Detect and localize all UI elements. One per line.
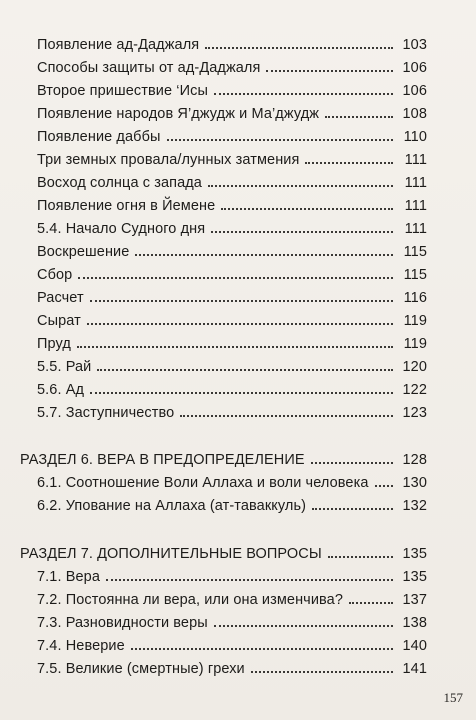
toc-entry [37, 377, 427, 399]
toc-entry-title: 5.4. Начало Судного дня [37, 221, 206, 237]
dot-leader [78, 277, 393, 279]
toc-entry [37, 610, 427, 632]
toc-entry-title: Сбор [37, 267, 73, 283]
toc-entry [37, 147, 427, 169]
toc-entry [37, 633, 427, 655]
toc-entry-page: 111 [404, 152, 427, 168]
toc-entry-page: 123 [402, 405, 427, 421]
toc-entry-title: Сырат [37, 313, 81, 329]
toc-entry-title: 6.1. Соотношение Воли Аллаха и воли человека [37, 475, 369, 491]
toc-entry [37, 78, 427, 100]
toc-entry-title: РАЗДЕЛ 7. ДОПОЛНИТЕЛЬНЫЕ ВОПРОСЫ [20, 546, 322, 562]
toc-entry [37, 124, 427, 146]
toc-entry-page: 106 [402, 83, 427, 99]
toc-entry-title: Появление народов Я’джудж и Ма’джудж [37, 106, 320, 122]
dot-leader [266, 70, 393, 72]
dot-leader [328, 556, 393, 558]
toc-entry-title: 5.7. Заступничество [37, 405, 175, 421]
toc-entry-page: 119 [403, 336, 427, 352]
dot-leader [375, 485, 393, 487]
toc-entry [37, 470, 427, 492]
toc-entry-page: 120 [402, 359, 427, 375]
dot-leader [180, 415, 393, 417]
toc-entry-title: Способы защиты от ад-Даджаля [37, 60, 261, 76]
toc-entry-title: Появление огня в Йемене [37, 198, 216, 214]
toc-entry-title: Расчет [37, 290, 84, 306]
toc-entry [37, 331, 427, 353]
toc-section-heading [20, 447, 427, 469]
toc-entry-title: 5.5. Рай [37, 359, 92, 375]
toc-entry-page: 130 [402, 475, 427, 491]
toc-entry [37, 32, 427, 54]
toc-entry-page: 141 [402, 661, 427, 677]
dot-leader [106, 579, 393, 581]
toc-entry-title: Второе пришествие ‘Исы [37, 83, 208, 99]
dot-leader [221, 208, 393, 210]
toc-entry-title: 6.2. Упование на Аллаха (ат-таваккуль) [37, 498, 307, 514]
dot-leader [211, 231, 393, 233]
toc-entry [37, 193, 427, 215]
toc-entry-title: 7.3. Разновидности веры [37, 615, 208, 631]
toc-entry-page: 106 [402, 60, 427, 76]
toc-entry-page: 137 [402, 592, 427, 608]
toc-entry-page: 122 [402, 382, 427, 398]
toc-entry [37, 354, 427, 376]
dot-leader [90, 300, 393, 302]
toc-entry-page: 138 [402, 615, 427, 631]
page-number: 157 [443, 690, 463, 705]
toc-entry [37, 656, 427, 678]
dot-leader [131, 648, 393, 650]
dot-leader [312, 508, 393, 510]
toc-section-heading [20, 541, 427, 563]
toc-entry-title: Пруд [37, 336, 71, 352]
toc-entry-page: 135 [402, 569, 427, 585]
toc-entry [37, 285, 427, 307]
dot-leader [311, 462, 393, 464]
toc-entry [37, 55, 427, 77]
dot-leader [349, 602, 393, 604]
toc-entry [37, 400, 427, 422]
dot-leader [77, 346, 393, 348]
toc-entry-page: 132 [402, 498, 427, 514]
dot-leader [214, 625, 393, 627]
toc-entry-title: РАЗДЕЛ 6. ВЕРА В ПРЕДОПРЕДЕЛЕНИЕ [20, 452, 305, 468]
toc-entry-title: Появление ад-Даджаля [37, 37, 200, 53]
toc-entry-title: 5.6. Ад [37, 382, 85, 398]
toc-entry-page: 140 [402, 638, 427, 654]
dot-leader [208, 185, 393, 187]
toc-entry-title: 7.5. Великие (смертные) грехи [37, 661, 245, 677]
toc-entry-title: Восход солнца с запада [37, 175, 202, 191]
dot-leader [90, 392, 393, 394]
toc-entry-title: 7.4. Неверие [37, 638, 125, 654]
toc-entry-page: 119 [403, 313, 427, 329]
toc-entry-title: 7.1. Вера [37, 569, 100, 585]
toc-entry-page: 135 [402, 546, 427, 562]
toc-entry [37, 308, 427, 330]
toc-entry [37, 262, 427, 284]
dot-leader [205, 47, 393, 49]
toc-entry [37, 101, 427, 123]
dot-leader [251, 671, 393, 673]
dot-leader [305, 162, 393, 164]
dot-leader [135, 254, 393, 256]
toc-entry-page: 116 [403, 290, 427, 306]
toc-entry-page: 115 [403, 267, 427, 283]
toc-entry-page: 128 [402, 452, 427, 468]
toc-entry-title: Появление даббы [37, 129, 161, 145]
toc-entry-page: 110 [403, 129, 427, 145]
toc-entry-title: Воскрешение [37, 244, 130, 260]
dot-leader [325, 116, 393, 118]
toc-entry [37, 587, 427, 609]
dot-leader [167, 139, 394, 141]
toc-entry-page: 103 [402, 37, 427, 53]
dot-leader [87, 323, 393, 325]
toc-entry [37, 493, 427, 515]
toc-entry-page: 108 [402, 106, 427, 122]
toc-entry [37, 170, 427, 192]
dot-leader [214, 93, 393, 95]
toc-entry [37, 216, 427, 238]
toc-entry [37, 564, 427, 586]
toc-entry-page: 111 [404, 175, 427, 191]
dot-leader [97, 369, 393, 371]
toc-entry-title: 7.2. Постоянна ли вера, или она изменчива? [37, 592, 343, 608]
toc-entry-page: 111 [404, 221, 427, 237]
toc-entry [37, 239, 427, 261]
toc-entry-page: 115 [403, 244, 427, 260]
toc-entry-title: Три земных провала/лунных затмения [37, 152, 300, 168]
toc-entry-page: 111 [404, 198, 427, 214]
